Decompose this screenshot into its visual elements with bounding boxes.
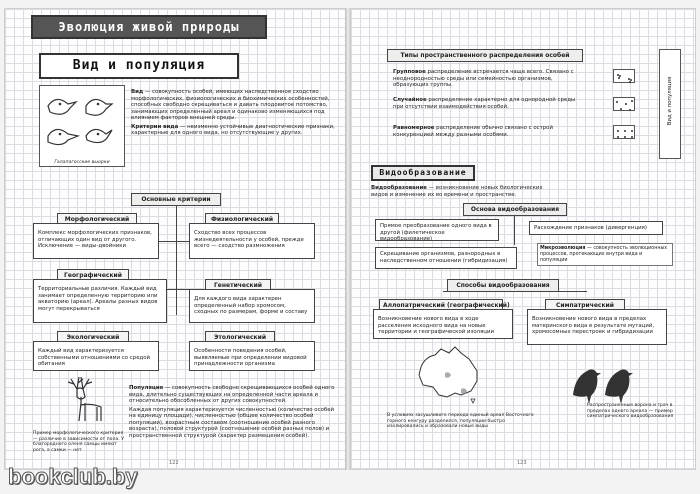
microevolution-note: Микроэволюция — совокупность эволюционных процессов, протекающих внутри вида и популяции <box>537 243 673 266</box>
section-title: Вид и популяция <box>39 53 239 79</box>
finches-caption: Галапагосские вьюрки <box>54 160 110 165</box>
dots-icon <box>614 71 636 85</box>
criterion-physiological-title: Физиологический <box>205 213 279 226</box>
watermark: bookclub.by <box>8 464 138 489</box>
criterion-geographic-title: Географический <box>57 269 129 282</box>
speciation-title: Видообразование <box>371 165 475 181</box>
australia-caption: В условиях засушливого периода единый ареал Восточного горного кенгуру разделился, популяции быстро изолировались и образовали новые виды <box>387 413 534 430</box>
criterion-ecological-title: Экологический <box>57 331 129 344</box>
side-tab <box>659 49 681 159</box>
criterion-physiological: Сходство всех процессов жизнедеятельности у особей, прежде всего — сходство размножения <box>189 223 315 259</box>
spatial-random: Случайное распределение характерно для однородной среды при отсутствии взаимодействия особей. <box>393 97 576 110</box>
page-number: 122 <box>169 460 179 466</box>
population-definition: Популяция — совокупность свободно скрещивающихся особей одного вида, длительно существующих на определенной части ареала и относительно обособленных от других совокупностей. <box>129 385 335 404</box>
criterion-genetic-title: Генетический <box>205 279 271 292</box>
finch-heads-icon <box>40 86 124 156</box>
criterion-morphological-title: Морфологический <box>57 213 137 226</box>
dots-icon <box>614 127 636 141</box>
finches-image <box>39 85 125 167</box>
connector-line <box>443 291 587 292</box>
species-definition: Вид — совокупность особей, имеющих наследственное сходство морфологических, физиологических и биохимических особенностей, способных свободно скрещиваться и давать плодовитое потомство, занимающих определенный ареал и одинаково изменяющихся под влиянием факторов внешней среды. <box>131 89 330 121</box>
australia-map-icon <box>415 345 485 405</box>
method-allopatric: Возникновение нового вида в ходе расселения исходного вида на новые территории и географической изоляции <box>373 309 513 339</box>
chapter-title: Эволюция живой природы <box>31 15 267 39</box>
criteria-definition: Критерии вида — неизменно устойчивые диагностические признаки, характерные для одного вида, но отсутствующие у других. <box>131 123 335 136</box>
random-distribution-diagram <box>613 97 635 111</box>
connector-line <box>176 205 177 315</box>
criterion-geographic: Территориальные различия. Каждый вид занимает определенную территорию или акваторию (ареал). Ареалы разных видов могут перекрываться <box>33 279 167 323</box>
crows-caption: Распространенные ворона и грач в пределах одного ареала — пример симпатрического видообразования <box>587 403 674 420</box>
uniform-distribution-diagram <box>613 125 635 139</box>
left-page <box>4 8 346 470</box>
side-tab-label: Вид и популяция <box>667 76 673 126</box>
right-page <box>350 8 696 470</box>
dots-icon <box>614 99 636 113</box>
criterion-ethological-title: Этологический <box>205 331 275 344</box>
basis-hybridization: Скрещивание организмов, разнородных в наследственном отношении (гибридизация) <box>375 247 517 269</box>
population-characteristics: Каждая популяция характеризуется численностью (количество особей на единицу площади), численностью (общее количество особей популяции), возрастным составом (соотношение особей разного возраста), половой структурой (соотношение особей разных полов) и пространственной структурой (характер размещения особей). <box>129 406 335 439</box>
spatial-uniform: Равномерное распределение обычно связано с острой конкуренцией между разными особями. <box>393 125 553 138</box>
criterion-genetic: Для каждого вида характерен определенный набор хромосом, сходных по размерам, форме и составу <box>189 289 315 323</box>
method-allopatric-title: Аллопатрический (географический) <box>379 299 503 312</box>
basis-title: Основа видообразования <box>463 203 567 216</box>
speciation-definition: Видообразование — возникновение новых биологических видов и изменение их во времени и пространстве. <box>371 185 543 198</box>
method-sympatric: Возникновение нового вида в пределах материнского вида в результате мутаций, хромосомных перестроек и гибридизации <box>527 309 667 345</box>
page-number: 123 <box>517 460 527 466</box>
criterion-ethological: Особенности поведения особей, выявляемые при определении видовой принадлежности организма <box>189 341 315 371</box>
basis-phyletic: Прямое преобразование одного вида в другой (филетическое видообразование) <box>375 219 499 241</box>
criterion-morphological: Комплекс морфологических признаков, отличающих один вид от другого. Исключение — виды-двойники <box>33 223 159 259</box>
spatial-group: Групповое распределение встречается чаще всего. Связано с неоднородностью среды или семейностью организмов, образующих группы. <box>393 69 574 88</box>
crows-icon <box>565 355 635 405</box>
connector-line <box>514 215 515 245</box>
species-intro <box>131 89 337 137</box>
deer-caption: Пример морфологического критерия — различие в зависимости от пола. У благородного оленя самцы имеют рога, а самки — нет <box>33 431 124 453</box>
group-distribution-diagram <box>613 69 635 83</box>
methods-title: Способы видообразования <box>447 279 559 292</box>
spatial-distribution-title: Типы пространственного распределения особей <box>387 49 583 62</box>
method-sympatric-title: Симпатрический <box>545 299 625 312</box>
deer-icon <box>55 371 115 433</box>
population-text <box>129 385 339 439</box>
criterion-ecological: Каждый вид характеризуется собственными отношениями со средой обитания <box>33 341 159 371</box>
basis-divergence: Расхождение признаков (дивергенция) <box>529 221 663 235</box>
criteria-title: Основные критерии <box>131 193 221 206</box>
